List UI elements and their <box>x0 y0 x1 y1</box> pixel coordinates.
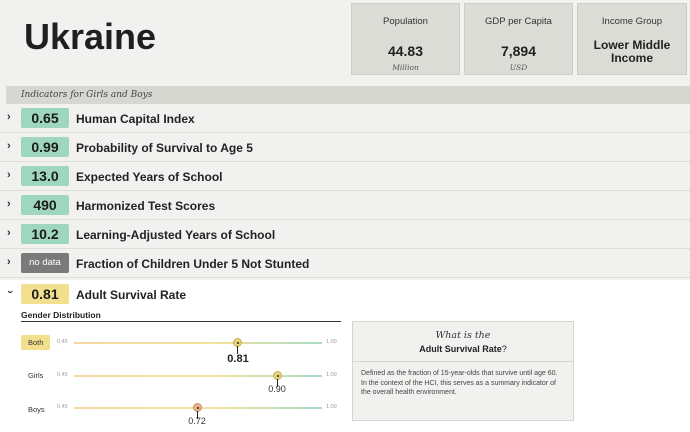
stat-label: Income Group <box>601 16 663 27</box>
section-header <box>6 86 690 104</box>
section-title: Indicators for Girls and Boys <box>21 90 153 100</box>
scale-max-label: 1.00 <box>326 339 337 345</box>
indicator-value-badge: 10.2 <box>21 224 69 244</box>
indicator-row-expected-years[interactable] <box>0 162 690 191</box>
indicator-value-badge: 490 <box>21 195 69 215</box>
value-boys: 0.72 <box>188 416 206 426</box>
stat-unit: USD <box>509 63 528 72</box>
stat-value: Lower Middle Income <box>593 38 671 65</box>
country-title: Ukraine <box>24 16 157 57</box>
indicator-value-badge: 13.0 <box>21 166 69 186</box>
chevron-down-icon: › <box>3 290 16 294</box>
gdp-stat <box>464 3 573 75</box>
stat-unit: Million <box>392 63 419 72</box>
indicator-row-test-scores[interactable] <box>0 191 690 220</box>
indicator-value-badge: no data <box>21 253 69 273</box>
indicator-value-badge: 0.99 <box>21 137 69 157</box>
chevron-right-icon: › <box>7 140 11 152</box>
definition-box <box>352 321 574 421</box>
indicator-name: Learning-Adjusted Years of School <box>76 228 276 242</box>
income-group-stat <box>577 3 687 75</box>
indicator-row-survival-5[interactable] <box>0 133 690 162</box>
indicator-name: Adult Survival Rate <box>76 288 187 302</box>
indicator-name: Expected Years of School <box>76 170 223 184</box>
indicator-row-adult-survival[interactable] <box>0 280 690 309</box>
slider-track-both <box>74 342 322 344</box>
stat-label: Population <box>383 16 428 27</box>
gender-tab-girls[interactable]: Girls <box>28 371 44 380</box>
adult-survival-panel <box>0 280 690 432</box>
indicator-row-stunting[interactable] <box>0 249 690 278</box>
indicator-name: Probability of Survival to Age 5 <box>76 141 253 155</box>
gender-tab-both[interactable]: Both <box>21 335 50 350</box>
indicator-name: Fraction of Children Under 5 Not Stunted <box>76 257 310 271</box>
indicator-value-badge: 0.65 <box>21 108 69 128</box>
question-mark: ? <box>501 344 507 354</box>
indicator-row-hci[interactable] <box>0 104 690 133</box>
indicator-name: Harmonized Test Scores <box>76 199 216 213</box>
gender-tab-boys[interactable]: Boys <box>28 405 45 414</box>
definition-text: Defined as the fraction of 15-year-olds that survive until age 60. In the context of the HCI, this serves as a summary indicator of the overall health environment. <box>361 370 558 396</box>
chevron-right-icon: › <box>7 111 11 123</box>
population-stat <box>351 3 460 75</box>
definition-term: Adult Survival Rate <box>419 344 502 354</box>
stat-value: 7,894 <box>500 43 537 59</box>
scale-min-label: 0.45 <box>57 372 68 378</box>
value-both: 0.81 <box>227 353 249 365</box>
scale-max-label: 1.00 <box>326 404 337 410</box>
indicator-name: Human Capital Index <box>76 112 195 126</box>
value-girls: 0.90 <box>268 384 286 394</box>
scale-min-label: 0.45 <box>57 404 68 410</box>
chevron-right-icon: › <box>7 198 11 210</box>
stat-value: 44.83 <box>387 43 424 59</box>
divider <box>21 321 341 322</box>
indicator-row-lays[interactable] <box>0 220 690 249</box>
indicator-value-badge: 0.81 <box>21 284 69 304</box>
gender-distribution-title: Gender Distribution <box>21 310 101 320</box>
chevron-right-icon: › <box>7 169 11 181</box>
definition-question <box>353 344 573 354</box>
chevron-right-icon: › <box>7 227 11 239</box>
country-header <box>0 0 690 84</box>
scale-min-label: 0.45 <box>57 339 68 345</box>
chevron-right-icon: › <box>7 256 11 268</box>
scale-max-label: 1.00 <box>326 372 337 378</box>
definition-question-prefix: What is the <box>435 330 491 341</box>
slider-track-girls <box>74 375 322 377</box>
stat-label: GDP per Capita <box>485 16 552 27</box>
